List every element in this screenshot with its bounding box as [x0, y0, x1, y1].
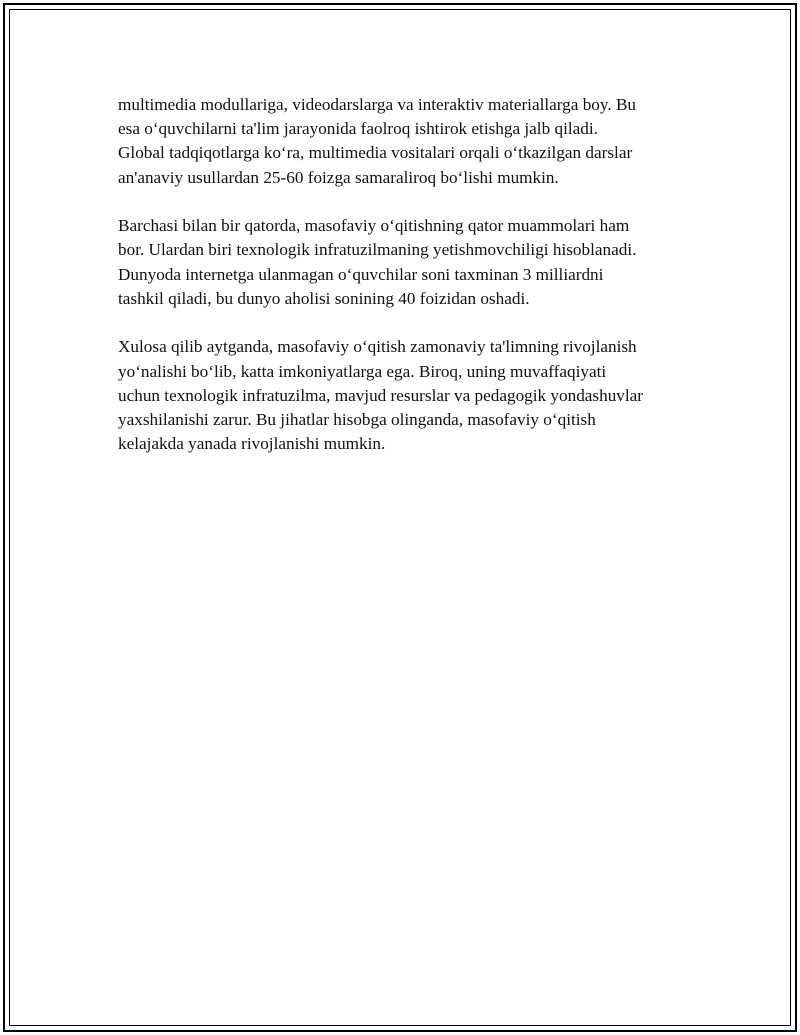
paragraph-problems: [118, 214, 693, 311]
text-line: an'anaviy usullardan 25-60 foizga samaraliroq boʻlishi mumkin.: [118, 167, 559, 187]
text-line: multimedia modullariga, videodarslarga va interaktiv materiallarga boy. Bu: [118, 95, 637, 114]
text-line: bor. Ulardan biri texnologik infratuzilmaning yetishmovchiligi hisoblanadi.: [118, 240, 637, 260]
text-line: yoʻnalishi boʻlib, katta imkoniyatlarga ega. Biroq, uning muvaffaqiyati: [118, 361, 607, 381]
text-line: Xulosa qilib aytganda, masofaviy oʻqitish zamonaviy ta'limning rivojlanish: [118, 337, 637, 357]
text-line: Global tadqiqotlarga koʻra, multimedia vositalari orqali oʻtkazilgan darslar: [118, 143, 633, 163]
text-line: tashkil qiladi, bu dunyo aholisi sonining 40 foizidan oshadi.: [118, 288, 530, 308]
paragraph-conclusion: [118, 335, 693, 456]
document-body: [118, 93, 693, 481]
paragraph-multimedia: [118, 93, 693, 190]
text-line: yaxshilanishi zarur. Bu jihatlar hisobga olinganda, masofaviy oʻqitish: [118, 410, 596, 430]
text-line: Barchasi bilan bir qatorda, masofaviy oʻqitishning qator muammolari ham: [118, 216, 630, 236]
text-line: Dunyoda internetga ulanmagan oʻquvchilar soni taxminan 3 milliardni: [118, 264, 604, 284]
text-line: kelajakda yanada rivojlanishi mumkin.: [118, 434, 386, 454]
text-line: esa oʻquvchilarni ta'lim jarayonida faolroq ishtirok etishga jalb qiladi.: [118, 119, 598, 139]
text-line: uchun texnologik infratuzilma, mavjud resurslar va pedagogik yondashuvlar: [118, 385, 644, 405]
